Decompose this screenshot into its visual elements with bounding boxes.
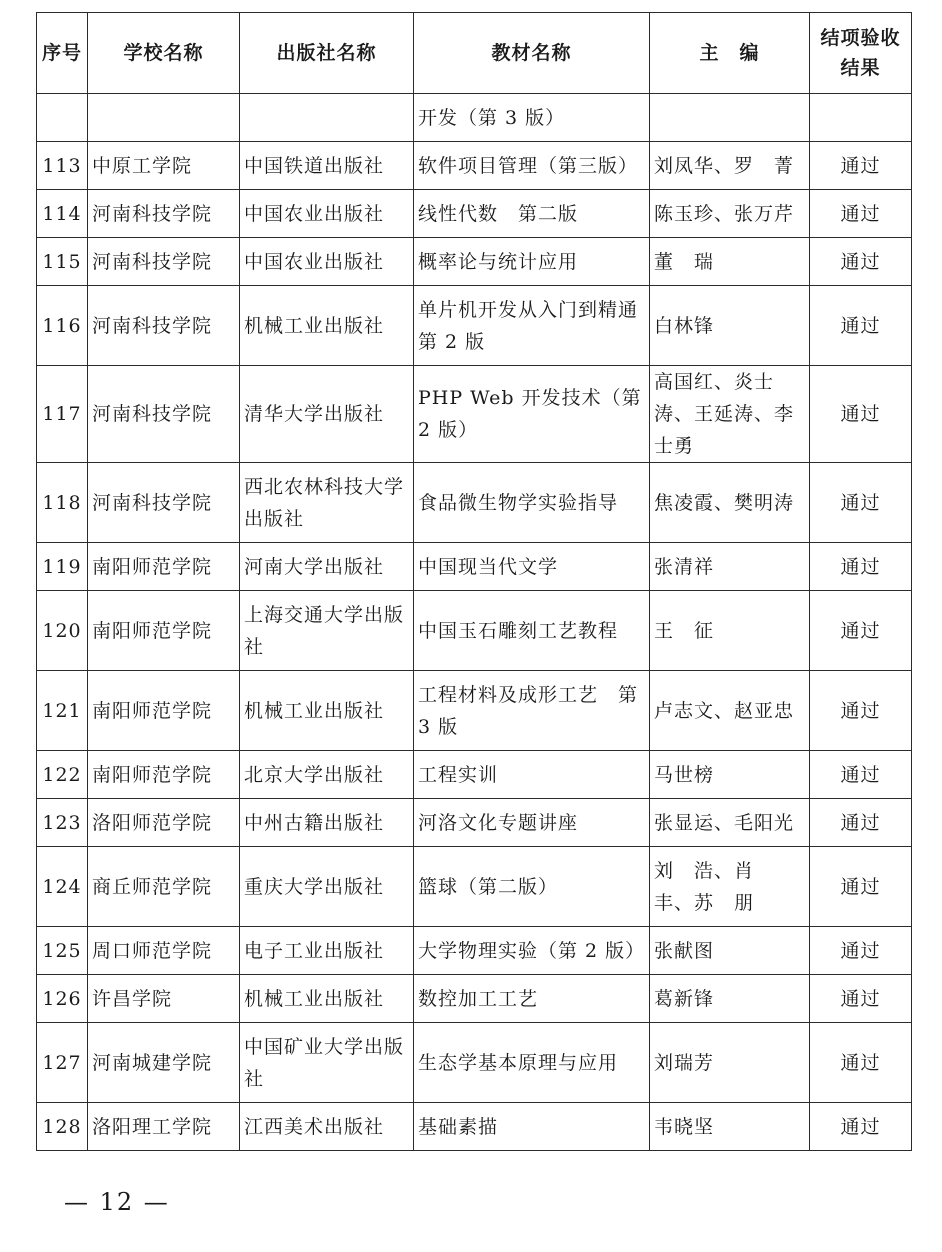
table-row: [37, 463, 912, 543]
cell-title: 线性代数 第二版: [414, 190, 650, 238]
cell-editor: 刘 浩、肖 丰、苏 朋: [650, 847, 810, 927]
cell-result: 通过: [810, 286, 912, 366]
cell-school: 洛阳理工学院: [88, 1103, 240, 1151]
cell-school: 河南科技学院: [88, 190, 240, 238]
table-row: [37, 847, 912, 927]
table-row: [37, 286, 912, 366]
cell-no: 128: [37, 1103, 88, 1151]
table-row: [37, 671, 912, 751]
cell-title: 中国玉石雕刻工艺教程: [414, 591, 650, 671]
table-row: [37, 366, 912, 463]
cell-title: 概率论与统计应用: [414, 238, 650, 286]
cell-result: 通过: [810, 366, 912, 463]
cell-school: 南阳师范学院: [88, 591, 240, 671]
cell-school: 河南科技学院: [88, 286, 240, 366]
cell-publisher: 机械工业出版社: [240, 286, 414, 366]
page-number: — 12 —: [64, 1188, 170, 1216]
cell-no: 122: [37, 751, 88, 799]
cell-no: 126: [37, 975, 88, 1023]
cell-editor: 高国红、炎士涛、王延涛、李士勇: [650, 366, 810, 463]
cell-publisher: 电子工业出版社: [240, 927, 414, 975]
cell-no: 118: [37, 463, 88, 543]
cell-no: 123: [37, 799, 88, 847]
cell-publisher: [240, 94, 414, 142]
table-row: [37, 751, 912, 799]
cell-title: 单片机开发从入门到精通 第 2 版: [414, 286, 650, 366]
cell-result: 通过: [810, 463, 912, 543]
header-result: 结项验收结果: [810, 13, 912, 94]
cell-editor: 刘瑞芳: [650, 1023, 810, 1103]
cell-no: 121: [37, 671, 88, 751]
cell-school: 周口师范学院: [88, 927, 240, 975]
cell-editor: 张清祥: [650, 543, 810, 591]
table-row: [37, 94, 912, 142]
cell-title: 软件项目管理（第三版）: [414, 142, 650, 190]
cell-school: 河南科技学院: [88, 463, 240, 543]
cell-publisher: 西北农林科技大学出版社: [240, 463, 414, 543]
table-row: [37, 142, 912, 190]
cell-title: 工程实训: [414, 751, 650, 799]
cell-no: 115: [37, 238, 88, 286]
cell-publisher: 江西美术出版社: [240, 1103, 414, 1151]
cell-publisher: 清华大学出版社: [240, 366, 414, 463]
cell-title: 数控加工工艺: [414, 975, 650, 1023]
cell-no: 116: [37, 286, 88, 366]
cell-result: 通过: [810, 847, 912, 927]
header-publisher: 出版社名称: [240, 13, 414, 94]
cell-no: [37, 94, 88, 142]
header-no: 序号: [37, 13, 88, 94]
cell-editor: 张显运、毛阳光: [650, 799, 810, 847]
cell-publisher: 河南大学出版社: [240, 543, 414, 591]
cell-editor: 白林锋: [650, 286, 810, 366]
cell-title: 食品微生物学实验指导: [414, 463, 650, 543]
header-editor: 主 编: [650, 13, 810, 94]
cell-result: 通过: [810, 190, 912, 238]
cell-no: 120: [37, 591, 88, 671]
table-row: [37, 799, 912, 847]
cell-result: 通过: [810, 751, 912, 799]
cell-no: 125: [37, 927, 88, 975]
cell-school: 许昌学院: [88, 975, 240, 1023]
cell-publisher: 中州古籍出版社: [240, 799, 414, 847]
cell-editor: 焦凌霞、樊明涛: [650, 463, 810, 543]
cell-result: [810, 94, 912, 142]
cell-title: 基础素描: [414, 1103, 650, 1151]
cell-editor: 张献图: [650, 927, 810, 975]
cell-publisher: 中国农业出版社: [240, 238, 414, 286]
cell-no: 114: [37, 190, 88, 238]
header-school: 学校名称: [88, 13, 240, 94]
cell-editor: 韦晓坚: [650, 1103, 810, 1151]
cell-school: 河南城建学院: [88, 1023, 240, 1103]
cell-title: 生态学基本原理与应用: [414, 1023, 650, 1103]
cell-publisher: 中国农业出版社: [240, 190, 414, 238]
cell-result: 通过: [810, 799, 912, 847]
cell-publisher: 重庆大学出版社: [240, 847, 414, 927]
cell-result: 通过: [810, 975, 912, 1023]
cell-result: 通过: [810, 1023, 912, 1103]
cell-school: 南阳师范学院: [88, 543, 240, 591]
table-header-row: [37, 13, 912, 94]
cell-result: 通过: [810, 543, 912, 591]
cell-title: 篮球（第二版）: [414, 847, 650, 927]
table-row: [37, 1103, 912, 1151]
cell-school: 河南科技学院: [88, 238, 240, 286]
cell-title: 大学物理实验（第 2 版）: [414, 927, 650, 975]
cell-school: 中原工学院: [88, 142, 240, 190]
cell-editor: [650, 94, 810, 142]
cell-no: 119: [37, 543, 88, 591]
cell-publisher: 上海交通大学出版社: [240, 591, 414, 671]
table-row: [37, 543, 912, 591]
cell-publisher: 中国铁道出版社: [240, 142, 414, 190]
cell-school: 南阳师范学院: [88, 751, 240, 799]
cell-title: 中国现当代文学: [414, 543, 650, 591]
cell-school: [88, 94, 240, 142]
cell-editor: 马世榜: [650, 751, 810, 799]
textbook-results-table: [36, 12, 912, 1151]
cell-editor: 王 征: [650, 591, 810, 671]
cell-school: 商丘师范学院: [88, 847, 240, 927]
cell-result: 通过: [810, 142, 912, 190]
cell-publisher: 北京大学出版社: [240, 751, 414, 799]
cell-editor: 葛新锋: [650, 975, 810, 1023]
cell-editor: 刘凤华、罗 菁: [650, 142, 810, 190]
cell-result: 通过: [810, 671, 912, 751]
cell-editor: 卢志文、赵亚忠: [650, 671, 810, 751]
table-row: [37, 190, 912, 238]
cell-school: 河南科技学院: [88, 366, 240, 463]
table-row: [37, 975, 912, 1023]
cell-result: 通过: [810, 1103, 912, 1151]
cell-editor: 董 瑞: [650, 238, 810, 286]
cell-publisher: 机械工业出版社: [240, 671, 414, 751]
cell-school: 南阳师范学院: [88, 671, 240, 751]
cell-no: 124: [37, 847, 88, 927]
table-row: [37, 591, 912, 671]
cell-publisher: 机械工业出版社: [240, 975, 414, 1023]
cell-title: 工程材料及成形工艺 第 3 版: [414, 671, 650, 751]
header-title: 教材名称: [414, 13, 650, 94]
cell-title: PHP Web 开发技术（第 2 版）: [414, 366, 650, 463]
cell-title: 开发（第 3 版）: [414, 94, 650, 142]
table-row: [37, 1023, 912, 1103]
cell-no: 113: [37, 142, 88, 190]
cell-publisher: 中国矿业大学出版社: [240, 1023, 414, 1103]
cell-title: 河洛文化专题讲座: [414, 799, 650, 847]
cell-editor: 陈玉珍、张万芹: [650, 190, 810, 238]
table-row: [37, 238, 912, 286]
cell-no: 117: [37, 366, 88, 463]
cell-result: 通过: [810, 238, 912, 286]
cell-result: 通过: [810, 927, 912, 975]
cell-result: 通过: [810, 591, 912, 671]
cell-no: 127: [37, 1023, 88, 1103]
table-row: [37, 927, 912, 975]
cell-school: 洛阳师范学院: [88, 799, 240, 847]
